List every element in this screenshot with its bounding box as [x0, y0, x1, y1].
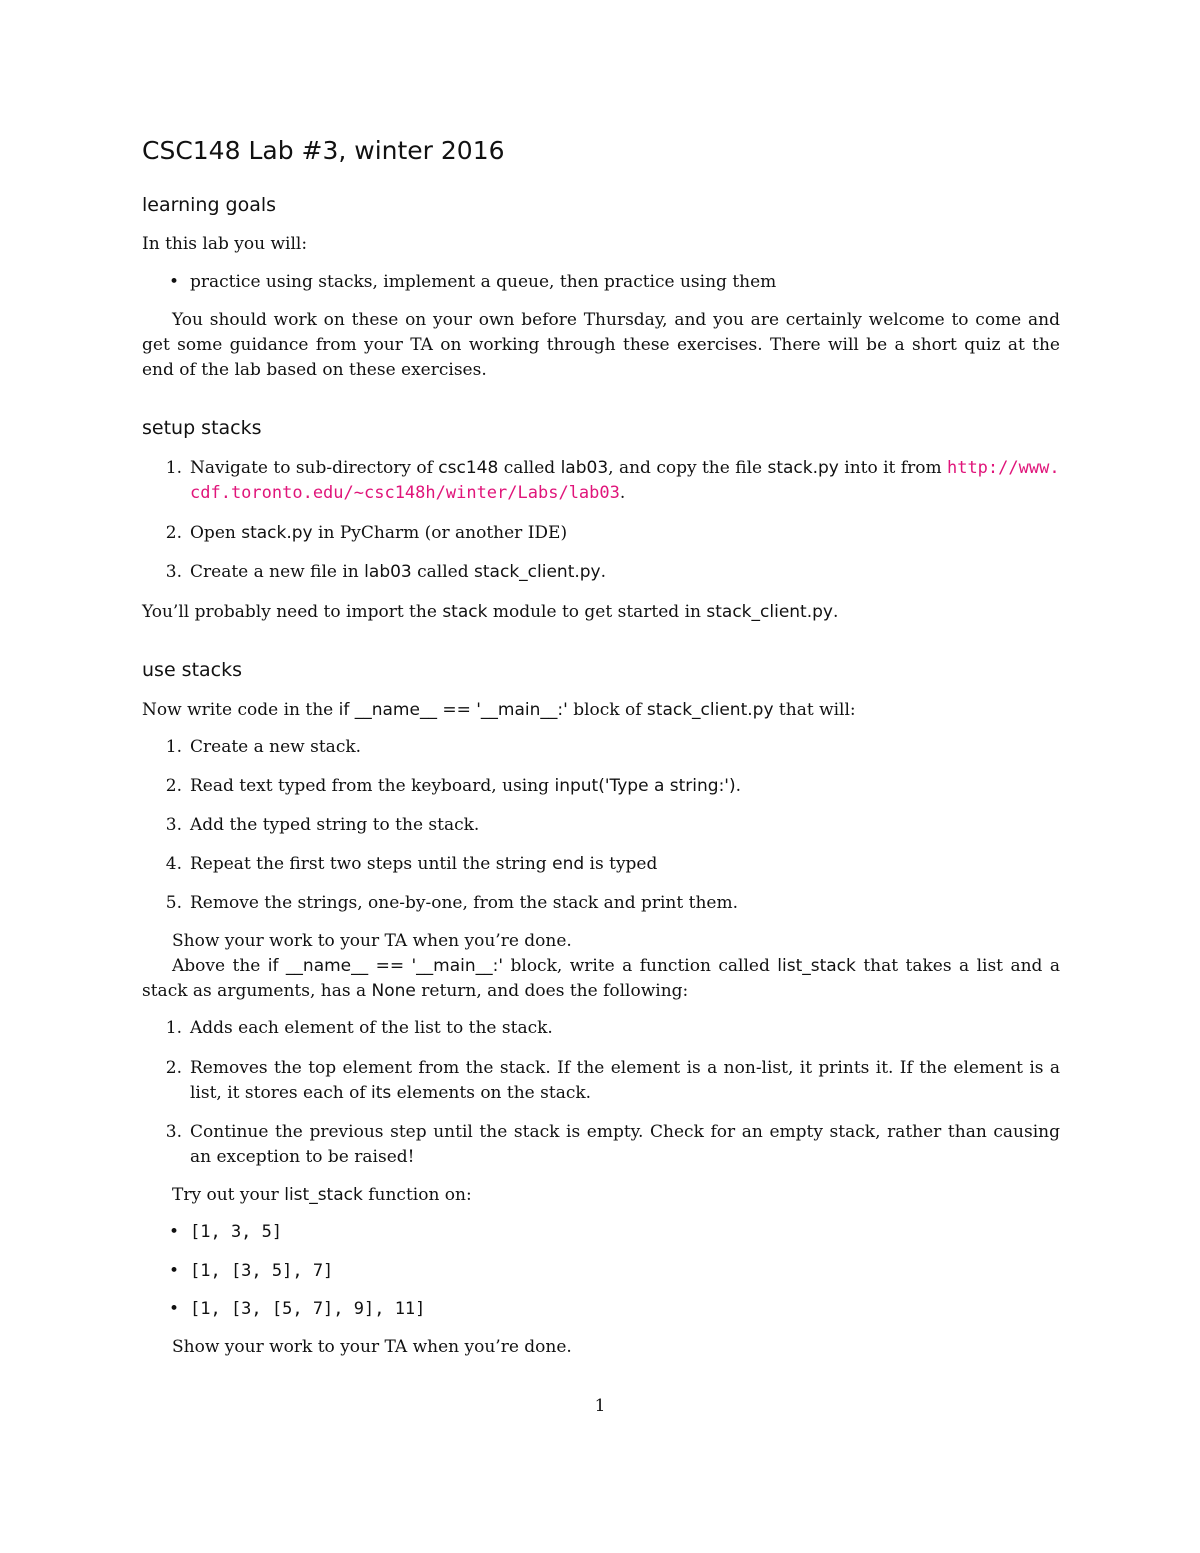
list-stack-paragraph: Above the if __name__ == '__main__:' block, write a function called list_stack that takes a list and a stack as arguments, has a None return, and does the following: [142, 956, 1060, 1001]
step-number: 2. [165, 776, 182, 796]
step-text: Adds each element of the list to the stack. [190, 1018, 553, 1038]
step-number: 3. [165, 1122, 182, 1142]
bullet-icon: • [169, 272, 180, 292]
step-number: 2. [165, 523, 182, 543]
bullet-icon: • [169, 1222, 180, 1242]
step-number: 4. [165, 854, 182, 874]
page-number: 1 [594, 1396, 606, 1416]
step-number: 1. [165, 737, 182, 757]
learning-goals-paragraph: You should work on these on your own before Thursday, and you are certainly welcome to come and get some guidance from your TA on working through these exercises. There will be a short quiz at the end of the lab based on these exercises. [142, 310, 1060, 380]
lab-url-link[interactable]: http://www. [946, 458, 1060, 478]
step-text: Repeat the first two steps until the string end is typed [190, 854, 658, 874]
show-work-note-1: Show your work to your TA when you’re done. [172, 931, 572, 951]
learning-goals-intro: In this lab you will: [142, 234, 308, 254]
step-text: Open stack.py in PyCharm (or another IDE) [190, 523, 568, 543]
use-intro: Now write code in the if __name__ == '__main__:' block of stack_client.py that will: [142, 700, 856, 720]
step-text: Remove the strings, one-by-one, from the stack and print them. [190, 893, 738, 913]
lab-url-link-cont[interactable]: cdf.toronto.edu/~csc148h/winter/Labs/lab03 [190, 483, 620, 503]
step-text: Continue the previous step until the stack is empty. Check for an empty stack, rather than causing an exception to be raised! [190, 1122, 1060, 1167]
setup-paragraph: You’ll probably need to import the stack module to get started in stack_client.py. [142, 602, 839, 622]
step-number: 3. [165, 562, 182, 582]
page-title: CSC148 Lab #3, winter 2016 [142, 136, 505, 165]
step-text: Create a new file in lab03 called stack_client.py. [190, 562, 607, 582]
bullet-icon: • [169, 1299, 180, 1319]
step-number: 5. [165, 893, 182, 913]
show-work-note-2: Show your work to your TA when you’re done. [172, 1337, 572, 1357]
example-code: [1, 3, 5] [190, 1222, 283, 1242]
try-out-paragraph: Try out your list_stack function on: [172, 1185, 472, 1205]
heading-setup-stacks: setup stacks [142, 417, 262, 439]
step-text: Create a new stack. [190, 737, 362, 757]
example-code: [1, [3, [5, 7], 9], 11] [190, 1299, 426, 1319]
step-number: 1. [165, 458, 182, 478]
step-text: Navigate to sub-directory of csc148 called lab03, and copy the file stack.py into it from http://www. cdf.toronto.edu/~csc148h/winter/Labs/lab03. [190, 458, 1060, 503]
step-text: Removes the top element from the stack. If the element is a non-list, it prints it. If the element is a list, it stores each of its elements on the stack. [190, 1058, 1060, 1103]
example-code: [1, [3, 5], 7] [190, 1261, 334, 1281]
step-number: 1. [165, 1018, 182, 1038]
bullet-text: practice using stacks, implement a queue, then practice using them [190, 272, 777, 292]
step-number: 2. [165, 1058, 182, 1078]
step-text: Add the typed string to the stack. [190, 815, 480, 835]
heading-use-stacks: use stacks [142, 659, 243, 681]
bullet-icon: • [169, 1261, 180, 1281]
step-number: 3. [165, 815, 182, 835]
heading-learning-goals: learning goals [142, 194, 277, 216]
step-text: Read text typed from the keyboard, using input('Type a string:'). [190, 776, 742, 796]
